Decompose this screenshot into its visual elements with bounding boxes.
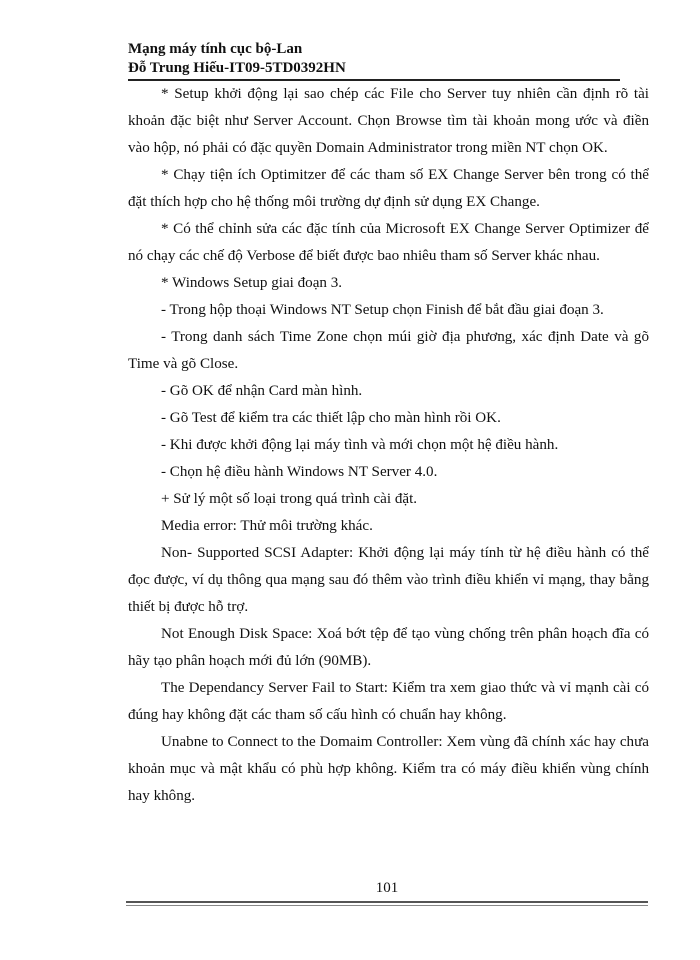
footer-divider-thin (126, 905, 648, 906)
document-title: Mạng máy tính cục bộ-Lan (128, 41, 303, 57)
list-item: - Khi được khởi động lại máy tình và mới chọn một hệ điều hành. (161, 437, 559, 453)
list-item: - Gõ Test để kiểm tra các thiết lập cho màn hình rồi OK. (161, 410, 501, 426)
page-body (128, 81, 649, 810)
author-line: Đỗ Trung Hiếu-IT09-5TD0392HN (128, 60, 346, 76)
page-footer (126, 878, 648, 906)
page-header (128, 40, 648, 78)
list-item: - Trong danh sách Time Zone chọn múi giờ địa phương, xác định Date và gõ Time và gõ Close. (128, 329, 649, 372)
page-number: 101 (375, 880, 399, 896)
list-item: - Gõ OK để nhận Card màn hình. (161, 383, 363, 399)
list-item: - Trong hộp thoại Windows NT Setup chọn Finish để bắt đầu giai đoạn 3. (161, 302, 604, 318)
section-heading-troubleshooting: + Sử lý một số loại trong quá trình cài đặt. (161, 491, 418, 507)
paragraph-setup-stage-3: * Windows Setup giai đoạn 3. (161, 275, 343, 291)
paragraph-dependency-server: The Dependancy Server Fail to Start: Kiểm tra xem giao thức và vỉ mạnh cài có đúng hay không đặt các tham số cấu hình có chuẩn hay không. (128, 680, 649, 723)
footer-divider (126, 901, 648, 903)
paragraph-scsi-adapter: Non- Supported SCSI Adapter: Khởi động lại máy tính từ hệ điều hành có thể đọc được, ví dụ thông qua mạng sau đó thêm vào trình điều khiển vỉ mạng, thay bằng thiết bị được hỗ trợ. (128, 545, 649, 615)
paragraph-domain-controller: Unabne to Connect to the Domaim Controller: Xem vùng đã chính xác hay chưa khoản mục và mật khẩu có phù hợp không. Kiểm tra có máy điều khiển vùng chính hay không. (128, 734, 649, 804)
list-item: - Chọn hệ điều hành Windows NT Server 4.0. (161, 464, 438, 480)
paragraph-optimizer: * Chạy tiện ích Optimitzer để các tham số EX Change Server bên trong có thể đặt thích hợp cho hệ thống môi trường dự định sử dụng EX Change. (128, 167, 649, 210)
paragraph-verbose: * Có thể chỉnh sửa các đặc tính của Microsoft EX Change Server Optimizer để nó chạy các chế độ Verbose để biết được bao nhiêu tham số Server khác nhau. (128, 221, 649, 264)
paragraph-setup-copy: * Setup khởi động lại sao chép các File cho Server tuy nhiên cần định rõ tài khoản đặc biệt như Server Account. Chọn Browse tìm tài khoản mong ước và điền vào hộp, nó phải có đặc quyền Domain Administrator trong miền NT chọn OK. (128, 86, 649, 156)
paragraph-media-error: Media error: Thử môi trường khác. (161, 518, 373, 534)
paragraph-disk-space: Not Enough Disk Space: Xoá bớt tệp để tạo vùng chống trên phân hoạch đĩa có hãy tạo phân hoạch mới đủ lớn (90MB). (128, 626, 649, 669)
